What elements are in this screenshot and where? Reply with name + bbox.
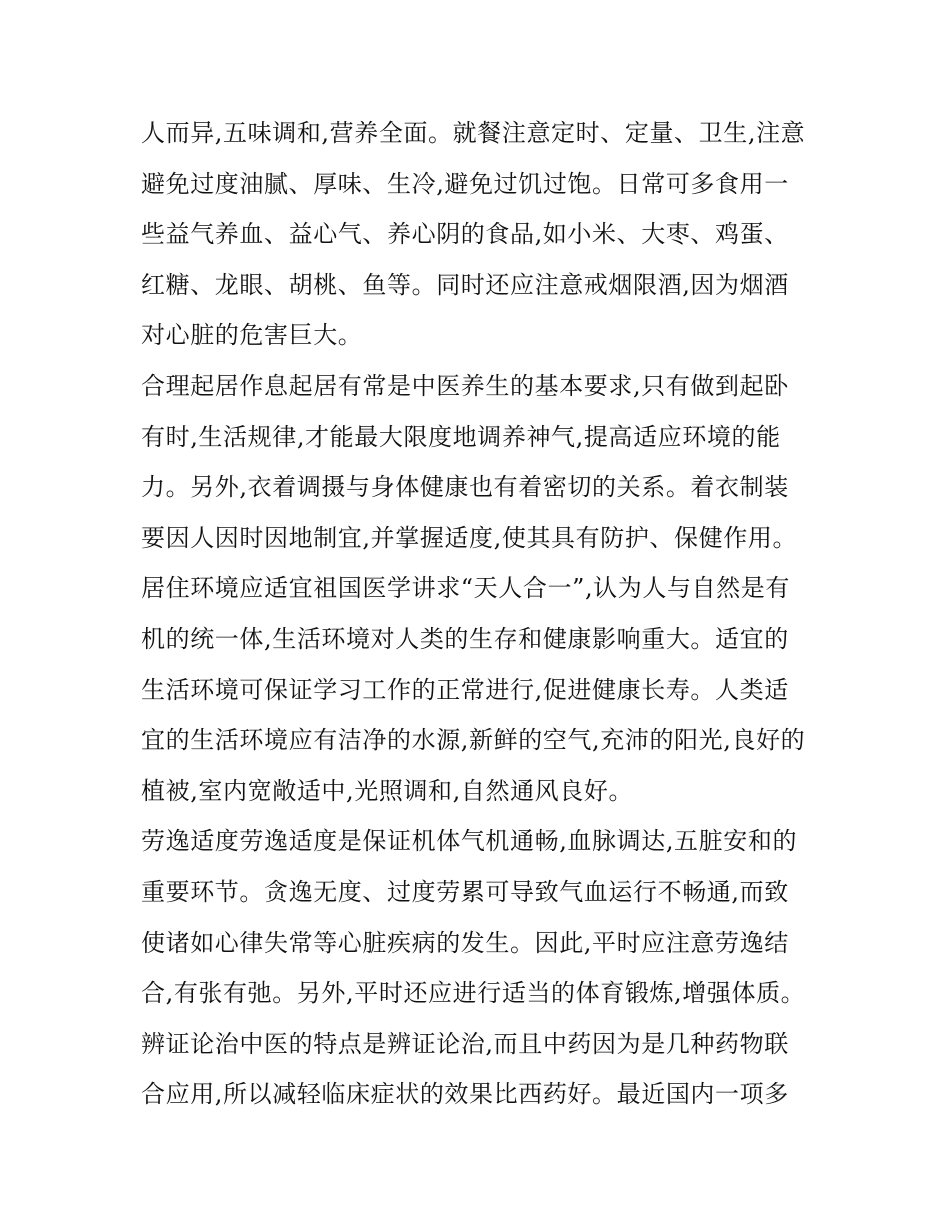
text-line: 使诸如心律失常等心脏疾病的发生。因此,平时应注意劳逸结 [141,928,789,957]
text-line: 有时,生活规律,才能最大限度地调养神气,提高适应环境的能 [141,422,781,451]
text-line: 辨证论治中医的特点是辨证论治,而且中药因为是几种药物联 [141,1029,789,1058]
text-line: 重要环节。贪逸无度、过度劳累可导致气血运行不畅通,而致 [141,877,789,906]
document-body [141,108,806,1120]
text-line: 合理起居作息起居有常是中医养生的基本要求,只有做到起卧 [141,371,789,400]
text-line: 宜的生活环境应有洁净的水源,新鲜的空气,充沛的阳光,良好的 [141,726,806,755]
text-line: 避免过度油腻、厚味、生冷,避免过饥过饱。日常可多食用一 [141,169,789,198]
text-line: 合,有张有弛。另外,平时还应进行适当的体育锻炼,增强体质。 [141,979,806,1008]
text-line: 劳逸适度劳逸适度是保证机体气机通畅,血脉调达,五脏安和的 [141,827,798,856]
text-line: 些益气养血、益心气、养心阴的食品,如小米、大枣、鸡蛋、 [141,220,789,249]
text-line: 生活环境可保证学习工作的正常进行,促进健康长寿。人类适 [141,675,789,704]
text-line: 力。另外,衣着调摄与身体健康也有着密切的关系。着衣制装 [141,473,789,502]
text-line: 合应用,所以减轻临床症状的效果比西药好。最近国内一项多 [141,1080,789,1109]
text-line: 红糖、龙眼、胡桃、鱼等。同时还应注意戒烟限酒,因为烟酒 [141,270,789,299]
text-line: 对心脏的危害巨大。 [141,321,363,350]
text-line: 机的统一体,生活环境对人类的生存和健康影响重大。适宜的 [141,624,789,653]
text-line: 植被,室内宽敞适中,光照调和,自然通风良好。 [141,776,634,805]
text-line: 要因人因时因地制宜,并掌握适度,使其具有防护、保健作用。 [141,523,798,552]
text-line: 居住环境应适宜祖国医学讲求“天人合一”,认为人与自然是有 [141,574,790,603]
text-line: 人而异,五味调和,营养全面。就餐注意定时、定量、卫生,注意 [141,119,806,147]
